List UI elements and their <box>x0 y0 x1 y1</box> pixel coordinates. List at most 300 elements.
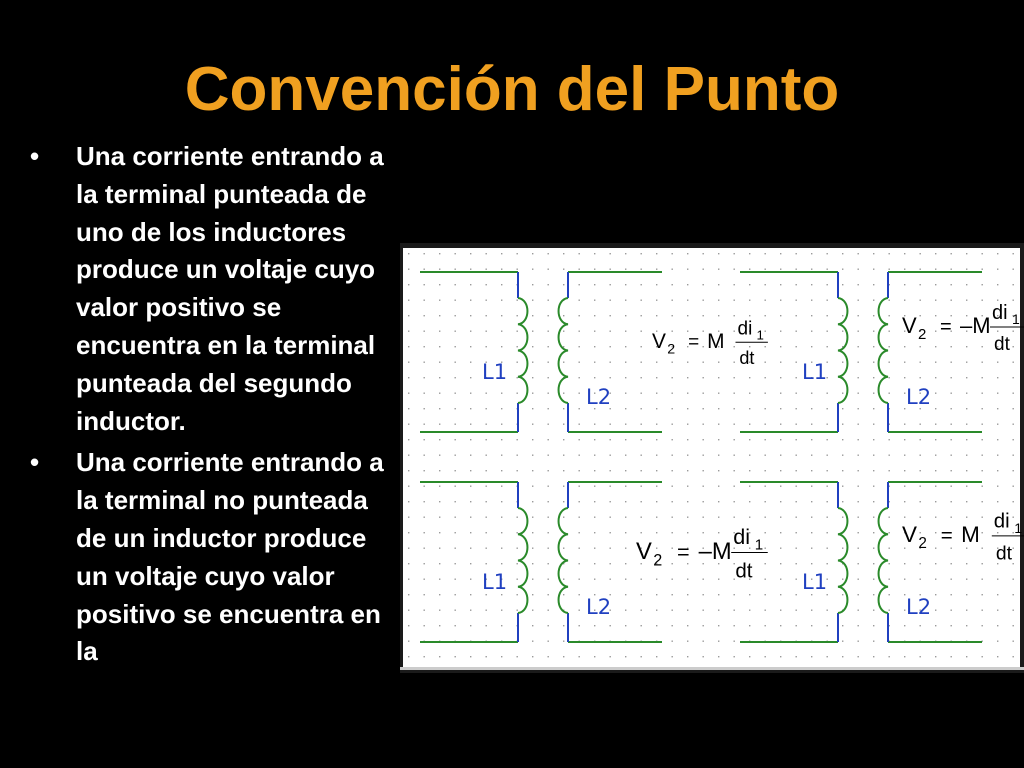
grid-dot <box>842 331 843 332</box>
grid-dot <box>563 439 564 440</box>
grid-dot <box>811 610 812 611</box>
grid-dot <box>672 284 673 285</box>
grid-dot <box>470 253 471 254</box>
grid-dot <box>703 393 704 394</box>
grid-dot <box>424 300 425 301</box>
grid-dot <box>625 563 626 564</box>
grid-dot <box>765 315 766 316</box>
grid-dot <box>455 594 456 595</box>
grid-dot <box>997 625 998 626</box>
grid-dot <box>501 548 502 549</box>
grid-dot <box>734 641 735 642</box>
grid-dot <box>796 424 797 425</box>
grid-dot <box>625 455 626 456</box>
grid-dot <box>563 470 564 471</box>
grid-dot <box>641 470 642 471</box>
grid-dot <box>811 284 812 285</box>
grid-dot <box>827 269 828 270</box>
grid-dot <box>889 579 890 580</box>
grid-dot <box>703 439 704 440</box>
grid-dot <box>997 656 998 657</box>
grid-dot <box>486 610 487 611</box>
grid-dot <box>548 501 549 502</box>
grid-dot <box>439 501 440 502</box>
grid-dot <box>827 610 828 611</box>
grid-dot <box>501 501 502 502</box>
equation-numerator: di <box>737 318 753 340</box>
grid-dot <box>424 331 425 332</box>
grid-dot <box>470 315 471 316</box>
grid-dot <box>672 315 673 316</box>
grid-dot <box>765 517 766 518</box>
grid-dot <box>579 284 580 285</box>
grid-dot <box>455 548 456 549</box>
grid-dot <box>594 362 595 363</box>
grid-dot <box>858 331 859 332</box>
grid-dot <box>672 594 673 595</box>
inductor-label-l1: L1 <box>802 360 828 384</box>
equation-numerator: di <box>992 302 1008 324</box>
grid-dot <box>873 501 874 502</box>
grid-dot <box>579 517 580 518</box>
grid-dot <box>703 455 704 456</box>
grid-dot <box>424 408 425 409</box>
grid-dot <box>579 393 580 394</box>
grid-dot <box>842 656 843 657</box>
grid-dot <box>486 470 487 471</box>
grid-dot <box>548 470 549 471</box>
equation-operator: = <box>940 316 952 338</box>
grid-dot <box>966 610 967 611</box>
grid-dot <box>517 253 518 254</box>
grid-dot <box>796 269 797 270</box>
grid-dot <box>656 377 657 378</box>
grid-dot <box>579 610 580 611</box>
grid-dot <box>873 594 874 595</box>
grid-dot <box>858 563 859 564</box>
grid-dot <box>935 362 936 363</box>
grid-dot <box>765 393 766 394</box>
grid-dot <box>873 424 874 425</box>
grid-dot <box>966 253 967 254</box>
grid-dot <box>470 377 471 378</box>
grid-dot <box>532 331 533 332</box>
grid-dot <box>935 532 936 533</box>
grid-dot <box>548 408 549 409</box>
grid-dot <box>935 331 936 332</box>
grid-dot <box>656 424 657 425</box>
grid-dot <box>517 331 518 332</box>
grid-dot <box>966 486 967 487</box>
grid-dot <box>873 269 874 270</box>
grid-dot <box>765 548 766 549</box>
grid-dot <box>858 439 859 440</box>
grid-dot <box>951 346 952 347</box>
grid-dot <box>703 594 704 595</box>
grid-dot <box>424 455 425 456</box>
grid-dot <box>935 455 936 456</box>
grid-dot <box>842 284 843 285</box>
grid-dot <box>594 625 595 626</box>
grid-dot <box>408 408 409 409</box>
grid-dot <box>780 579 781 580</box>
grid-dot <box>687 532 688 533</box>
grid-dot <box>966 501 967 502</box>
grid-dot <box>858 284 859 285</box>
grid-dot <box>548 300 549 301</box>
grid-dot <box>951 269 952 270</box>
grid-dot <box>470 532 471 533</box>
grid-dot <box>904 486 905 487</box>
bullet-text: Una corriente entrando a la terminal no punteada de un inductor produce un voltaje cuyo valor positivo se encuentra en la <box>76 447 384 667</box>
grid-dot <box>858 641 859 642</box>
grid-dot <box>439 563 440 564</box>
grid-dot <box>982 579 983 580</box>
grid-dot <box>811 548 812 549</box>
grid-dot <box>920 269 921 270</box>
grid-dot <box>935 501 936 502</box>
grid-dot <box>563 315 564 316</box>
grid-dot <box>1013 548 1014 549</box>
grid-dot <box>982 269 983 270</box>
grid-dot <box>579 346 580 347</box>
grid-dot <box>486 501 487 502</box>
grid-dot <box>687 579 688 580</box>
grid-dot <box>951 253 952 254</box>
grid-dot <box>858 501 859 502</box>
grid-dot <box>594 346 595 347</box>
grid-dot <box>625 269 626 270</box>
grid-dot <box>486 346 487 347</box>
grid-dot <box>625 579 626 580</box>
grid-dot <box>548 439 549 440</box>
grid-dot <box>455 656 456 657</box>
grid-dot <box>873 393 874 394</box>
grid-dot <box>486 300 487 301</box>
grid-dot <box>858 517 859 518</box>
grid-dot <box>1013 486 1014 487</box>
grid-dot <box>439 408 440 409</box>
grid-dot <box>734 253 735 254</box>
grid-dot <box>811 408 812 409</box>
grid-dot <box>470 610 471 611</box>
grid-dot <box>951 284 952 285</box>
grid-dot <box>765 594 766 595</box>
grid-dot <box>579 625 580 626</box>
grid-dot <box>1013 563 1014 564</box>
grid-dot <box>486 315 487 316</box>
grid-dot <box>951 517 952 518</box>
grid-dot <box>408 610 409 611</box>
grid-dot <box>548 331 549 332</box>
grid-dot <box>873 579 874 580</box>
grid-dot <box>951 548 952 549</box>
grid-dot <box>439 315 440 316</box>
grid-dot <box>1013 300 1014 301</box>
grid-dot <box>935 548 936 549</box>
grid-dot <box>486 439 487 440</box>
grid-dot <box>997 408 998 409</box>
grid-dot <box>408 315 409 316</box>
grid-dot <box>501 532 502 533</box>
slide-title: Convención del Punto <box>184 55 840 124</box>
grid-dot <box>517 300 518 301</box>
grid-dot <box>439 548 440 549</box>
grid-dot <box>935 563 936 564</box>
grid-dot <box>718 439 719 440</box>
grid-dot <box>842 253 843 254</box>
grid-dot <box>563 579 564 580</box>
grid-dot <box>424 610 425 611</box>
grid-dot <box>718 424 719 425</box>
grid-dot <box>455 439 456 440</box>
equation-numerator-subscript: 1 <box>1012 311 1020 327</box>
grid-dot <box>548 579 549 580</box>
grid-dot <box>765 579 766 580</box>
grid-dot <box>656 656 657 657</box>
grid-dot <box>579 486 580 487</box>
bullet-item <box>30 138 402 440</box>
grid-dot <box>780 656 781 657</box>
grid-dot <box>579 501 580 502</box>
grid-dot <box>470 439 471 440</box>
grid-dot <box>935 486 936 487</box>
grid-dot <box>796 455 797 456</box>
grid-dot <box>517 517 518 518</box>
equation-lhs-subscript: 2 <box>653 551 663 570</box>
grid-dot <box>765 656 766 657</box>
grid-dot <box>858 548 859 549</box>
grid-dot <box>501 610 502 611</box>
grid-dot <box>486 455 487 456</box>
grid-dot <box>439 517 440 518</box>
grid-dot <box>734 408 735 409</box>
grid-dot <box>765 346 766 347</box>
grid-dot <box>424 362 425 363</box>
grid-dot <box>765 455 766 456</box>
grid-dot <box>982 253 983 254</box>
grid-dot <box>548 517 549 518</box>
grid-dot <box>749 284 750 285</box>
grid-dot <box>439 424 440 425</box>
grid-dot <box>563 486 564 487</box>
grid-dot <box>610 486 611 487</box>
grid-dot <box>966 424 967 425</box>
grid-dot <box>532 517 533 518</box>
grid-dot <box>951 563 952 564</box>
grid-dot <box>749 486 750 487</box>
grid-dot <box>997 284 998 285</box>
grid-dot <box>470 548 471 549</box>
grid-dot <box>718 470 719 471</box>
grid-dot <box>563 253 564 254</box>
grid-dot <box>610 455 611 456</box>
grid-dot <box>672 300 673 301</box>
grid-dot <box>749 253 750 254</box>
grid-dot <box>687 408 688 409</box>
grid-dot <box>858 532 859 533</box>
grid-dot <box>811 517 812 518</box>
grid-dot <box>811 269 812 270</box>
grid-dot <box>625 548 626 549</box>
grid-dot <box>703 300 704 301</box>
grid-dot <box>734 455 735 456</box>
grid-dot <box>765 269 766 270</box>
grid-dot <box>935 315 936 316</box>
grid-dot <box>935 517 936 518</box>
grid-dot <box>718 284 719 285</box>
grid-dot <box>641 300 642 301</box>
grid-dot <box>470 579 471 580</box>
grid-dot <box>780 563 781 564</box>
grid-dot <box>1013 641 1014 642</box>
grid-dot <box>517 470 518 471</box>
grid-dot <box>842 501 843 502</box>
grid-dot <box>625 424 626 425</box>
equation-rhs: –M <box>960 313 991 338</box>
grid-dot <box>563 284 564 285</box>
grid-dot <box>718 408 719 409</box>
grid-dot <box>889 594 890 595</box>
grid-dot <box>734 501 735 502</box>
grid-dot <box>966 439 967 440</box>
grid-dot <box>625 408 626 409</box>
grid-dot <box>532 424 533 425</box>
grid-dot <box>873 532 874 533</box>
grid-dot <box>563 501 564 502</box>
grid-dot <box>1013 393 1014 394</box>
grid-dot <box>982 408 983 409</box>
grid-dot <box>439 393 440 394</box>
grid-dot <box>656 594 657 595</box>
grid-dot <box>532 408 533 409</box>
grid-dot <box>486 284 487 285</box>
grid-dot <box>625 377 626 378</box>
grid-dot <box>951 455 952 456</box>
grid-dot <box>470 501 471 502</box>
grid-dot <box>439 625 440 626</box>
grid-dot <box>765 331 766 332</box>
grid-dot <box>501 346 502 347</box>
grid-dot <box>889 470 890 471</box>
grid-dot <box>672 253 673 254</box>
grid-dot <box>827 517 828 518</box>
grid-dot <box>982 346 983 347</box>
grid-dot <box>889 393 890 394</box>
equation-denominator: dt <box>739 348 755 369</box>
grid-dot <box>687 486 688 487</box>
grid-dot <box>827 284 828 285</box>
grid-dot <box>765 486 766 487</box>
grid-dot <box>455 625 456 626</box>
grid-dot <box>672 641 673 642</box>
grid-dot <box>1013 470 1014 471</box>
grid-dot <box>703 517 704 518</box>
grid-dot <box>1013 346 1014 347</box>
grid-dot <box>966 548 967 549</box>
grid-dot <box>656 532 657 533</box>
grid-dot <box>811 253 812 254</box>
grid-dot <box>765 362 766 363</box>
grid-dot <box>734 424 735 425</box>
grid-dot <box>703 284 704 285</box>
grid-dot <box>408 393 409 394</box>
grid-dot <box>858 408 859 409</box>
grid-dot <box>920 362 921 363</box>
grid-dot <box>532 346 533 347</box>
grid-dot <box>920 470 921 471</box>
grid-dot <box>858 300 859 301</box>
grid-dot <box>408 579 409 580</box>
grid-dot <box>687 315 688 316</box>
grid-dot <box>455 455 456 456</box>
grid-dot <box>532 641 533 642</box>
grid-dot <box>718 269 719 270</box>
equation-operator: = <box>940 525 953 547</box>
grid-dot <box>827 331 828 332</box>
grid-dot <box>718 486 719 487</box>
grid-dot <box>563 424 564 425</box>
grid-dot <box>641 393 642 394</box>
grid-dot <box>641 594 642 595</box>
grid-dot <box>718 377 719 378</box>
grid-dot <box>889 377 890 378</box>
grid-dot <box>827 424 828 425</box>
grid-dot <box>455 424 456 425</box>
grid-dot <box>641 517 642 518</box>
grid-dot <box>904 548 905 549</box>
grid-dot <box>501 331 502 332</box>
grid-dot <box>610 548 611 549</box>
bullet-list <box>30 138 402 675</box>
grid-dot <box>997 253 998 254</box>
grid-dot <box>548 641 549 642</box>
grid-dot <box>966 377 967 378</box>
grid-dot <box>532 610 533 611</box>
grid-dot <box>920 284 921 285</box>
grid-dot <box>439 532 440 533</box>
grid-dot <box>424 253 425 254</box>
grid-dot <box>842 579 843 580</box>
grid-dot <box>548 362 549 363</box>
grid-dot <box>563 517 564 518</box>
grid-dot <box>424 532 425 533</box>
grid-dot <box>997 377 998 378</box>
grid-dot <box>997 486 998 487</box>
grid-dot <box>594 253 595 254</box>
grid-dot <box>982 300 983 301</box>
grid-dot <box>408 377 409 378</box>
grid-dot <box>579 594 580 595</box>
grid-dot <box>749 610 750 611</box>
grid-dot <box>1013 269 1014 270</box>
grid-dot <box>408 300 409 301</box>
grid-dot <box>424 377 425 378</box>
grid-dot <box>951 300 952 301</box>
grid-dot <box>641 362 642 363</box>
grid-dot <box>548 377 549 378</box>
grid-dot <box>703 532 704 533</box>
grid-dot <box>780 253 781 254</box>
grid-dot <box>408 594 409 595</box>
grid-dot <box>594 331 595 332</box>
grid-dot <box>920 377 921 378</box>
grid-dot <box>641 377 642 378</box>
grid-dot <box>827 656 828 657</box>
grid-dot <box>579 362 580 363</box>
grid-dot <box>889 362 890 363</box>
grid-dot <box>424 594 425 595</box>
